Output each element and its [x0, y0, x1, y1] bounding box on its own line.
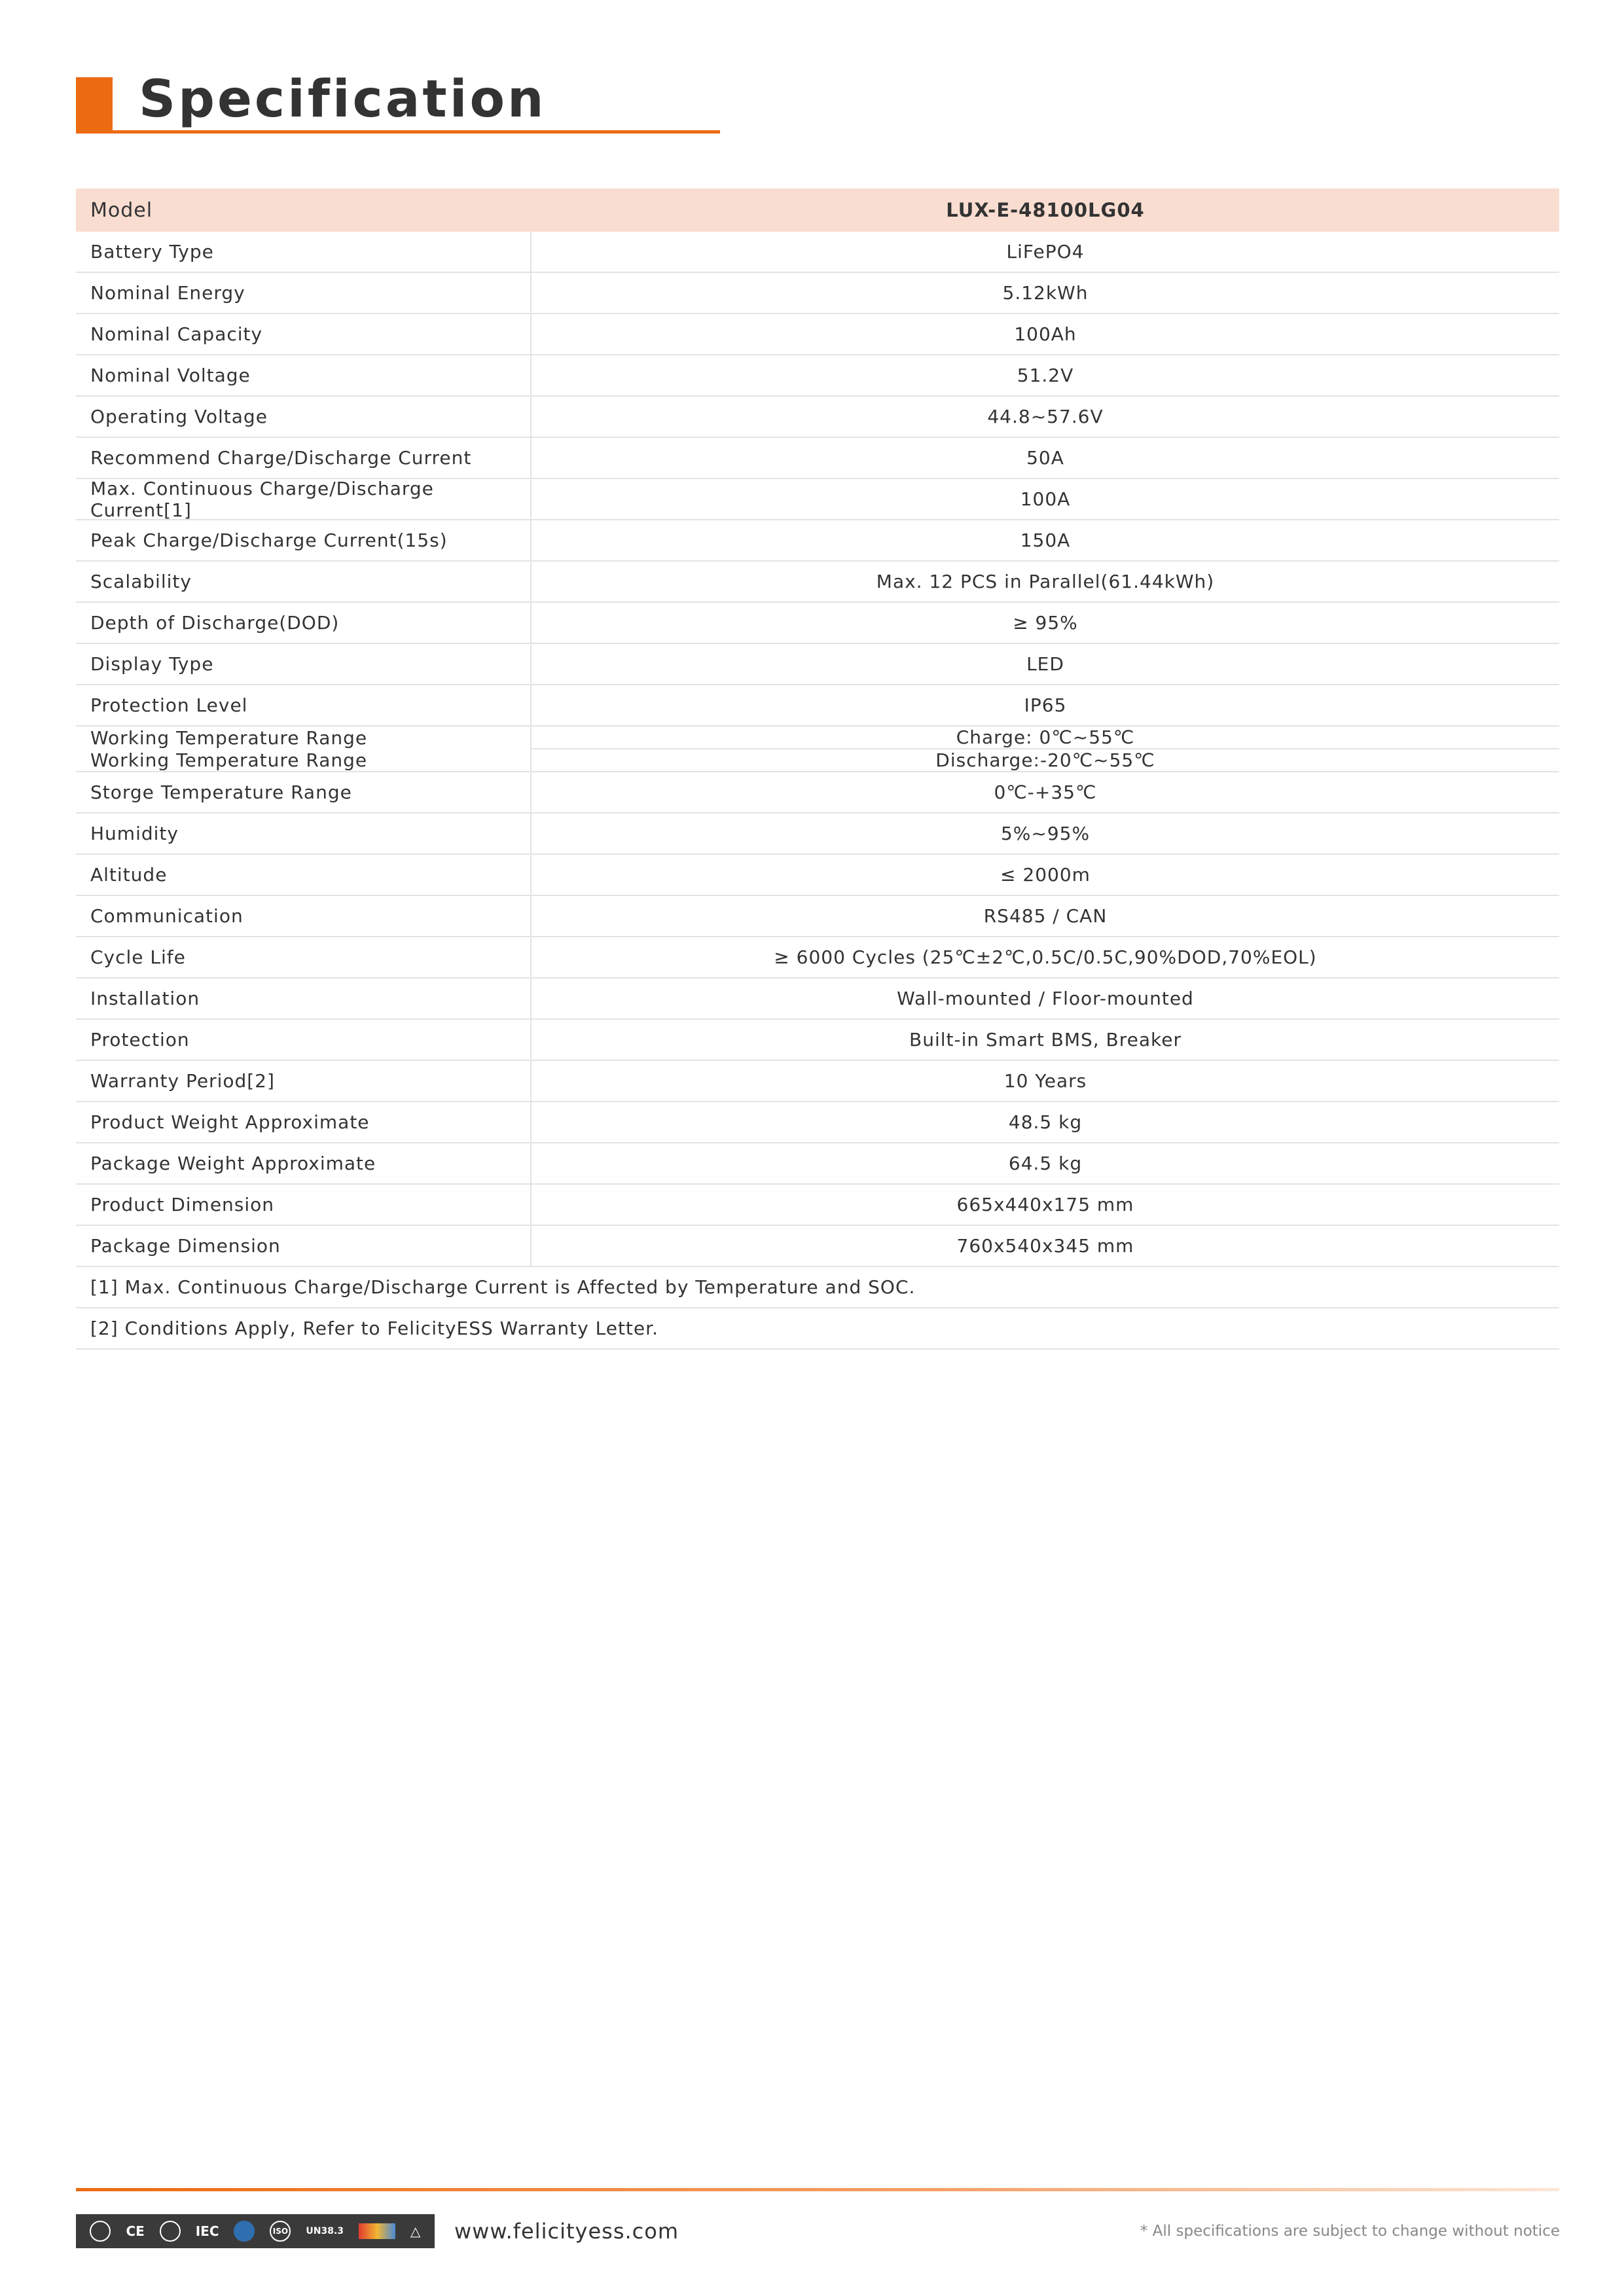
spec-label: Scalability	[76, 562, 532, 601]
working-temp-label: Working Temperature Range	[90, 749, 368, 771]
tuv-icon	[90, 2221, 111, 2242]
spec-value: LiFePO4	[1006, 241, 1085, 262]
spec-label: Product Weight Approximate	[76, 1102, 532, 1142]
spec-label: Battery Type	[76, 232, 532, 272]
spec-value: Wall-mounted / Floor-mounted	[897, 988, 1194, 1009]
title-underline	[113, 130, 720, 134]
spec-value: 44.8~57.6V	[987, 406, 1104, 427]
spec-row	[76, 1185, 1559, 1226]
spec-label: Warranty Period[2]	[76, 1061, 532, 1101]
spec-label: Display Type	[76, 644, 532, 684]
spec-row	[76, 355, 1559, 397]
spec-value: 51.2V	[1017, 365, 1074, 386]
spec-label: Protection Level	[76, 685, 532, 725]
footnote: [2] Conditions Apply, Refer to FelicityESS Warranty Letter.	[76, 1308, 1559, 1350]
spec-row	[76, 855, 1559, 896]
spec-label: Storge Temperature Range	[76, 772, 532, 812]
spec-value: 150A	[1020, 529, 1071, 551]
spec-row	[76, 397, 1559, 438]
website-link[interactable]: www.felicityess.com	[454, 2219, 679, 2244]
working-temp-label: Working Temperature Range	[90, 726, 368, 749]
spec-value: ≤ 2000m	[1000, 864, 1091, 886]
working-temp-charge-value: Charge: 0℃~55℃	[532, 726, 1559, 749]
spec-value: 0℃-+35℃	[994, 781, 1097, 803]
spec-value: 665x440x175 mm	[956, 1194, 1134, 1215]
spec-label: Package Weight Approximate	[76, 1143, 532, 1183]
spec-value: IP65	[1024, 694, 1067, 716]
spec-row	[76, 685, 1559, 726]
spec-value: RS485 / CAN	[983, 905, 1108, 927]
spec-label: Installation	[76, 978, 532, 1018]
spec-label: Operating Voltage	[76, 397, 532, 437]
footnote: [1] Max. Continuous Charge/Discharge Current is Affected by Temperature and SOC.	[76, 1267, 1559, 1308]
spec-row	[76, 232, 1559, 273]
spec-value: Built-in Smart BMS, Breaker	[909, 1029, 1182, 1050]
page-title: Specification	[139, 70, 547, 129]
spec-label: Cycle Life	[76, 937, 532, 977]
spec-label: Package Dimension	[76, 1226, 532, 1266]
spec-row	[76, 937, 1559, 978]
iec-icon: IEC	[195, 2223, 219, 2239]
spec-row	[76, 772, 1559, 814]
spec-row	[76, 814, 1559, 855]
spec-value: 5.12kWh	[1002, 282, 1089, 304]
spec-value: 100Ah	[1014, 323, 1077, 345]
msds-icon	[359, 2223, 395, 2239]
spec-value: 64.5 kg	[1008, 1153, 1083, 1174]
spec-row	[76, 896, 1559, 937]
spec-row	[76, 520, 1559, 562]
spec-value: 760x540x345 mm	[956, 1235, 1134, 1257]
spec-label: Nominal Energy	[76, 273, 532, 313]
spec-value: 5%~95%	[1000, 823, 1091, 844]
disclaimer-text: * All specifications are subject to change without notice	[1140, 2223, 1560, 2240]
spec-label: Altitude	[76, 855, 532, 895]
spec-row	[76, 314, 1559, 355]
spec-row	[76, 1226, 1559, 1267]
spec-row	[76, 1020, 1559, 1061]
un38-icon: UN38.3	[306, 2226, 344, 2236]
working-temp-discharge-value: Discharge:-20℃~55℃	[935, 749, 1155, 771]
spec-label: Nominal Capacity	[76, 314, 532, 354]
iso-icon: ISO	[270, 2221, 291, 2242]
working-temp-labels	[76, 726, 532, 771]
spec-value: ≥ 95%	[1013, 612, 1078, 634]
spec-row	[76, 562, 1559, 603]
spec-value: 50A	[1026, 447, 1064, 469]
spec-label: Communication	[76, 896, 532, 936]
header-label: Model	[90, 198, 153, 222]
spec-row	[76, 1102, 1559, 1143]
footer-divider	[76, 2188, 1559, 2191]
spec-value: 100A	[1020, 488, 1071, 510]
spec-row	[76, 273, 1559, 314]
spec-label: Protection	[76, 1020, 532, 1060]
spec-value: LED	[1026, 653, 1064, 675]
spec-row	[76, 479, 1559, 520]
spec-label: Humidity	[76, 814, 532, 853]
spec-value: ≥ 6000 Cycles (25℃±2℃,0.5C/0.5C,90%DOD,70%EOL)	[774, 946, 1317, 968]
battery-warning-icon: △	[410, 2223, 421, 2239]
spec-label: Depth of Discharge(DOD)	[76, 603, 532, 643]
spec-label: Nominal Voltage	[76, 355, 532, 395]
certification-logos	[76, 2214, 435, 2248]
spec-row	[76, 1143, 1559, 1185]
spec-value: 48.5 kg	[1008, 1111, 1083, 1133]
rohs-icon	[160, 2221, 181, 2242]
spec-label: Recommend Charge/Discharge Current	[76, 438, 532, 478]
spec-label: Max. Continuous Charge/Discharge Current[1]	[76, 479, 532, 519]
spec-label: Peak Charge/Discharge Current(15s)	[76, 520, 532, 560]
table-header-row	[76, 188, 1559, 232]
ce-mark-icon: CE	[126, 2223, 145, 2239]
spec-value: 10 Years	[1003, 1070, 1087, 1092]
spec-table	[76, 188, 1559, 1350]
spec-row	[76, 603, 1559, 644]
spec-row	[76, 1061, 1559, 1102]
spec-row	[76, 438, 1559, 479]
spec-label: Product Dimension	[76, 1185, 532, 1225]
page-title-block	[76, 67, 720, 132]
working-temperature-rows	[76, 726, 1559, 772]
title-accent-bar	[76, 77, 113, 134]
header-model-value: LUX-E-48100LG04	[946, 199, 1145, 221]
cb-icon	[234, 2221, 255, 2242]
spec-row	[76, 978, 1559, 1020]
spec-row	[76, 644, 1559, 685]
spec-value: Max. 12 PCS in Parallel(61.44kWh)	[876, 571, 1215, 592]
